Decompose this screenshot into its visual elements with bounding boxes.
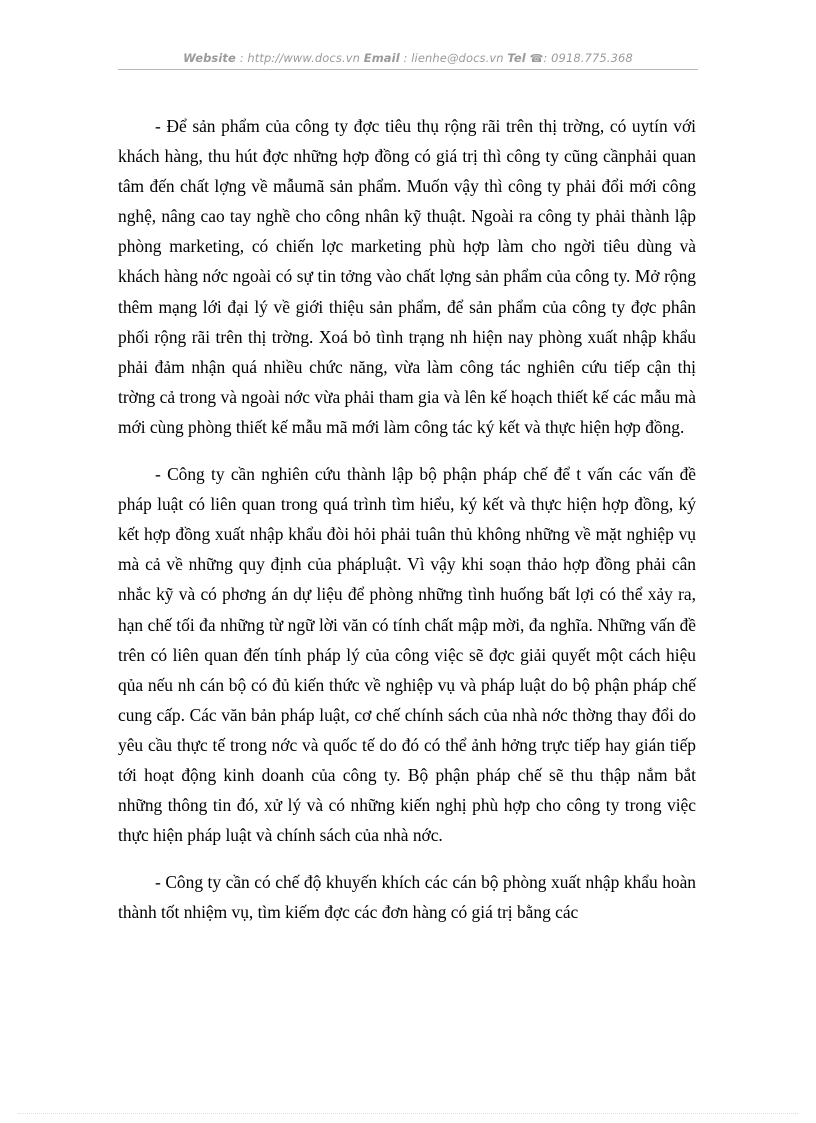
- website-label: Website: [183, 51, 236, 65]
- tel-value: : 0918.775.368: [543, 51, 633, 65]
- header-divider: [118, 69, 698, 70]
- paragraph-3: - Công ty cần có chế độ khuyến khích các cán bộ phòng xuất nhập khẩu hoàn thành tốt nhiệm vụ, tìm kiếm đợc các đơn hàng có giá trị bằng các: [118, 872, 696, 923]
- paragraph-2: - Công ty cần nghiên cứu thành lập bộ phận pháp chế để t vấn các vấn đề pháp luật có liên quan trong quá trình tìm hiểu, ký kết và thực hiện hợp đồng, ký kết hợp đồng xuất nhập khẩu đòi hỏi phải tuân thủ không những về mặt nghiệp vụ mà cả về những quy định của phápluật. Vì vậy khi soạn thảo hợp đồng phải cân nhắc kỹ và có phơng án dự liệu để phòng những tình huống bất lợi có thể xảy ra, hạn chế tối đa những từ ngữ lời văn có tính chất mập mời, đa nghĩa. Những vấn đề trên có liên quan đến tính pháp lý của công việc sẽ đợc giải quyết một cách hiệu qủa nếu nh cán bộ có đủ kiến thức về nghiệp vụ và pháp luật do bộ phận pháp chế cung cấp. Các văn bản pháp luật, cơ chế chính sách của nhà nớc thờng thay đổi do yêu cầu thực tế trong nớc và quốc tế do đó có thể ảnh hởng trực tiếp hay gián tiếp tới hoạt động kinh doanh của công ty. Bộ phận pháp chế sẽ thu thập nắm bắt những thông tin đó, xử lý và có những kiến nghị phù hợp cho công ty trong việc thực hiện pháp luật và chính sách của nhà nớc.: [118, 464, 696, 846]
- tel-label: Tel: [507, 51, 526, 65]
- page-bottom-divider: [18, 1113, 798, 1114]
- website-value: : http://www.docs.vn: [239, 51, 360, 65]
- document-body: [118, 111, 696, 944]
- email-label: Email: [363, 51, 400, 65]
- email-value: : lienhe@docs.vn: [403, 51, 504, 65]
- page-header: [118, 51, 698, 65]
- paragraph-1: - Để sản phẩm của công ty đợc tiêu thụ rộng rãi trên thị trờng, có uytín với khách hàng, thu hút đợc những hợp đồng có giá trị thì công ty cũng cầnphải quan tâm đến chất lợng về mẫumã sản phẩm. Muốn vậy thì công ty phải đổi mới công nghệ, nâng cao tay nghề cho công nhân kỹ thuật. Ngoài ra công ty phải thành lập phòng marketing, có chiến lợc marketing phù hợp làm cho ngời tiêu dùng và khách hàng nớc ngoài có sự tin tởng vào chất lợng sản phẩm của công ty. Mở rộng thêm mạng lới đại lý về giới thiệu sản phẩm, để sản phẩm của công ty đợc phân phối rộng rãi trên thị trờng. Xoá bỏ tình trạng nh hiện nay phòng xuất nhập khẩu phải đảm nhận quá nhiều chức năng, vừa làm công tác nghiên cứu tiếp cận thị trờng cả trong và ngoài nớc vừa phải tham gia và lên kế hoạch thiết kế các mẫu mà mới cùng phòng thiết kế mẫu mã mới làm công tác ký kết và thực hiện hợp đồng.: [118, 116, 696, 437]
- phone-icon: ☎: [529, 52, 544, 65]
